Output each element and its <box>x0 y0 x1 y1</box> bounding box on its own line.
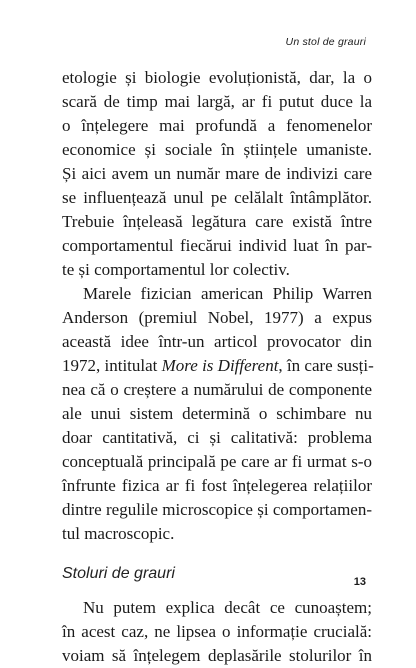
text-line: Și aici avem un număr mare de indivizi care <box>62 164 372 183</box>
text-line: se influențează unul pe celălalt întâmplător. <box>62 188 372 207</box>
running-header: Un stol de grauri <box>285 36 366 48</box>
text-line: dintre regulile microscopice și comportamen- <box>62 500 372 519</box>
text-line: această idee într-un articol provocator din <box>62 332 372 351</box>
page-number: 13 <box>353 576 366 588</box>
text-line: voiam să înțelegem deplasările stolurilor în <box>62 646 372 665</box>
text-line: nea că o creștere a numărului de componente <box>62 380 372 399</box>
text-segment: 1972, intitulat <box>62 356 162 375</box>
text-line: în acest caz, ne lipsea o informație crucială: <box>62 622 372 641</box>
text-line: Nu putem explica decât ce cunoaștem; <box>83 598 372 617</box>
text-line: Anderson (premiul Nobel, 1977) a expus <box>62 308 372 327</box>
text-segment: , în care susți- <box>278 356 374 375</box>
section-heading: Stoluri de grauri <box>62 565 175 582</box>
text-line: înfrunte fizica ar fi fost înțelegerea relațiilor <box>62 476 372 495</box>
text-line: Trebuie înțeleasă legătura care există între <box>62 212 372 231</box>
article-title: More is Different <box>161 356 279 375</box>
paragraph <box>62 66 372 282</box>
body-text <box>62 66 372 668</box>
text-line: tul macroscopic. <box>62 524 175 543</box>
text-line: comportamentul fiecărui individ luat în par- <box>62 236 372 255</box>
text-line: conceptuală principală pe care ar fi urmat s-o <box>62 452 372 471</box>
text-line: etologie și biologie evoluționistă, dar, la o <box>62 68 372 87</box>
paragraph <box>62 596 372 668</box>
paragraph <box>62 282 372 546</box>
text-line: o înțelegere mai profundă a fenomenelor <box>62 116 372 135</box>
text-line: economice și sociale în științele umaniste. <box>62 140 372 159</box>
text-line: ale unui sistem determină o schimbare nu <box>62 404 372 423</box>
text-line: Marele fizician american Philip Warren <box>83 284 372 303</box>
text-line: te și comportamentul lor colectiv. <box>62 260 290 279</box>
text-line: scară de timp mai largă, ar fi putut duce la <box>62 92 372 111</box>
text-line <box>62 354 372 378</box>
text-line: doar cantitativă, ci și calitativă: problema <box>62 428 372 447</box>
